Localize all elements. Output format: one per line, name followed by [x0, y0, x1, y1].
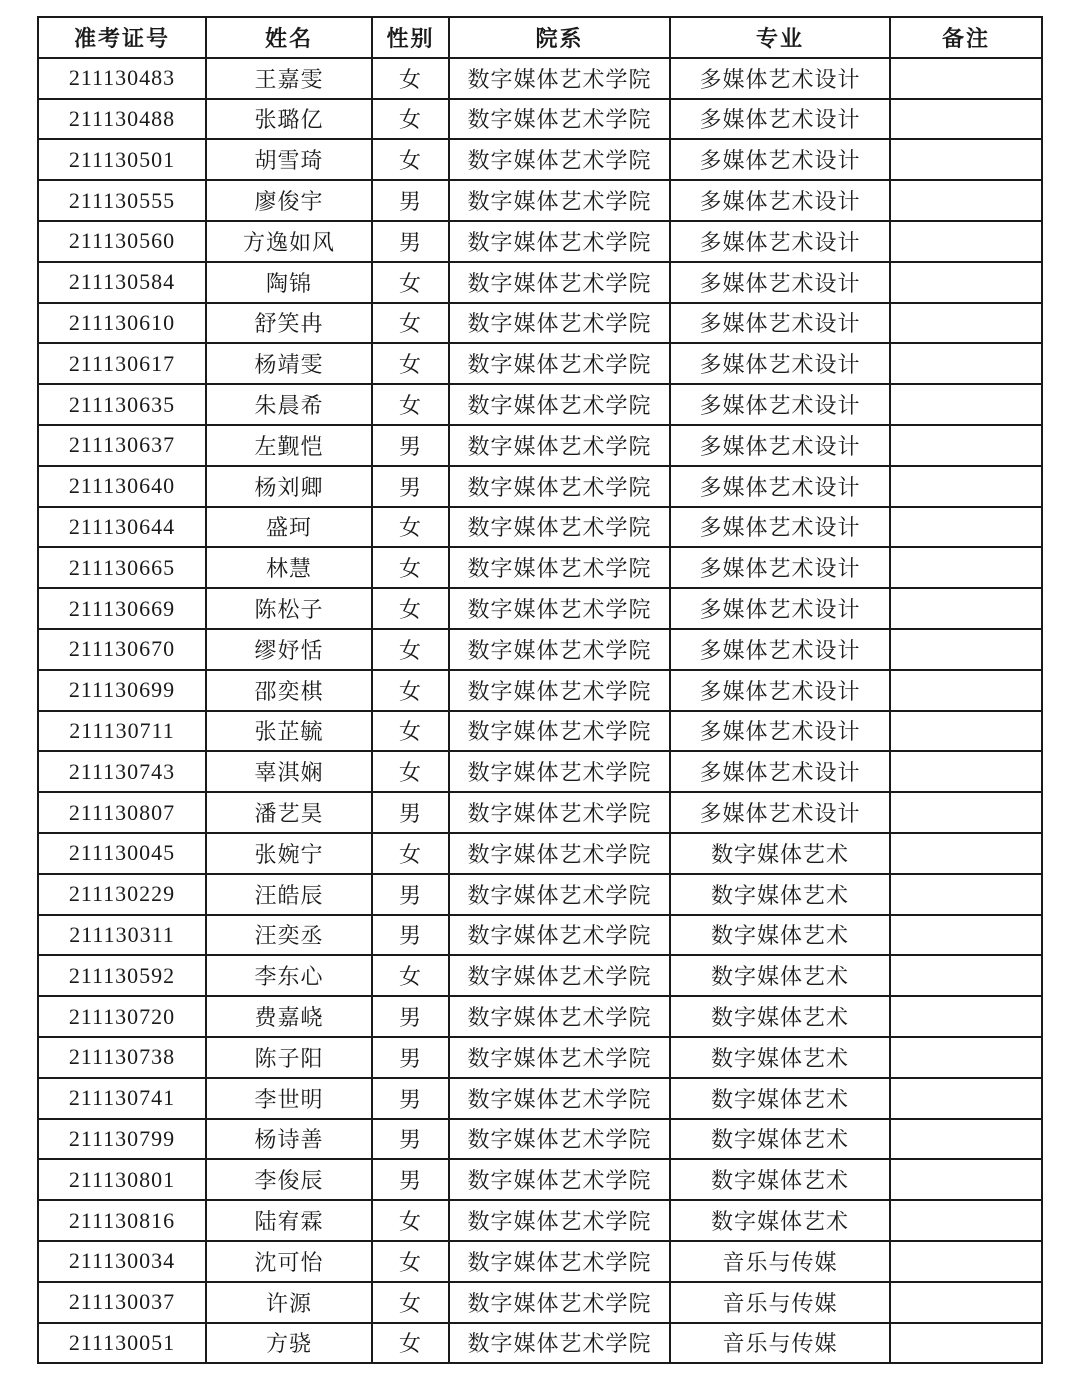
exam-id-cell: 211130051 — [38, 1323, 206, 1364]
name-cell: 李世明 — [206, 1078, 372, 1119]
name-cell: 左觐恺 — [206, 425, 372, 466]
note-cell — [890, 588, 1042, 629]
department-cell: 数字媒体艺术学院 — [449, 384, 670, 425]
gender-cell: 男 — [372, 874, 449, 915]
note-cell — [890, 670, 1042, 711]
department-cell: 数字媒体艺术学院 — [449, 711, 670, 752]
note-cell — [890, 792, 1042, 833]
note-cell — [890, 629, 1042, 670]
department-cell: 数字媒体艺术学院 — [449, 507, 670, 548]
name-cell: 张婉宁 — [206, 833, 372, 874]
exam-id-cell: 211130699 — [38, 670, 206, 711]
header-gender: 性别 — [372, 17, 449, 58]
gender-cell: 女 — [372, 507, 449, 548]
name-cell: 陆宥霖 — [206, 1200, 372, 1241]
note-cell — [890, 58, 1042, 99]
major-cell: 数字媒体艺术 — [670, 1037, 890, 1078]
name-cell: 费嘉峣 — [206, 996, 372, 1037]
table-row — [38, 874, 1042, 915]
exam-id-cell: 211130610 — [38, 303, 206, 344]
table-row — [38, 711, 1042, 752]
gender-cell: 男 — [372, 1119, 449, 1160]
name-cell: 李俊辰 — [206, 1159, 372, 1200]
note-cell — [890, 955, 1042, 996]
note-cell — [890, 384, 1042, 425]
exam-id-cell: 211130034 — [38, 1241, 206, 1282]
exam-id-cell: 211130799 — [38, 1119, 206, 1160]
note-cell — [890, 303, 1042, 344]
department-cell: 数字媒体艺术学院 — [449, 1241, 670, 1282]
major-cell: 多媒体艺术设计 — [670, 343, 890, 384]
gender-cell: 男 — [372, 1037, 449, 1078]
roster-sheet — [37, 16, 1043, 1364]
gender-cell: 女 — [372, 711, 449, 752]
note-cell — [890, 874, 1042, 915]
table-row — [38, 262, 1042, 303]
note-cell — [890, 180, 1042, 221]
note-cell — [890, 711, 1042, 752]
department-cell: 数字媒体艺术学院 — [449, 99, 670, 140]
major-cell: 数字媒体艺术 — [670, 1200, 890, 1241]
department-cell: 数字媒体艺术学院 — [449, 262, 670, 303]
major-cell: 多媒体艺术设计 — [670, 547, 890, 588]
name-cell: 张芷毓 — [206, 711, 372, 752]
gender-cell: 男 — [372, 1078, 449, 1119]
major-cell: 数字媒体艺术 — [670, 1078, 890, 1119]
gender-cell: 男 — [372, 996, 449, 1037]
header-row — [38, 17, 1042, 58]
table-row — [38, 180, 1042, 221]
department-cell: 数字媒体艺术学院 — [449, 139, 670, 180]
table-row — [38, 1078, 1042, 1119]
note-cell — [890, 221, 1042, 262]
exam-id-cell: 211130665 — [38, 547, 206, 588]
exam-id-cell: 211130669 — [38, 588, 206, 629]
gender-cell: 男 — [372, 425, 449, 466]
note-cell — [890, 833, 1042, 874]
exam-id-cell: 211130488 — [38, 99, 206, 140]
note-cell — [890, 507, 1042, 548]
department-cell: 数字媒体艺术学院 — [449, 466, 670, 507]
exam-id-cell: 211130037 — [38, 1282, 206, 1323]
department-cell: 数字媒体艺术学院 — [449, 1282, 670, 1323]
name-cell: 缪妤恬 — [206, 629, 372, 670]
gender-cell: 女 — [372, 751, 449, 792]
table-row — [38, 466, 1042, 507]
major-cell: 数字媒体艺术 — [670, 1119, 890, 1160]
table-row — [38, 1037, 1042, 1078]
name-cell: 邵奕棋 — [206, 670, 372, 711]
table-row — [38, 139, 1042, 180]
department-cell: 数字媒体艺术学院 — [449, 221, 670, 262]
note-cell — [890, 1323, 1042, 1364]
note-cell — [890, 1200, 1042, 1241]
gender-cell: 女 — [372, 343, 449, 384]
department-cell: 数字媒体艺术学院 — [449, 1323, 670, 1364]
gender-cell: 女 — [372, 99, 449, 140]
name-cell: 许源 — [206, 1282, 372, 1323]
major-cell: 多媒体艺术设计 — [670, 588, 890, 629]
note-cell — [890, 1037, 1042, 1078]
gender-cell: 女 — [372, 139, 449, 180]
department-cell: 数字媒体艺术学院 — [449, 996, 670, 1037]
table-row — [38, 1159, 1042, 1200]
gender-cell: 男 — [372, 915, 449, 956]
gender-cell: 女 — [372, 1241, 449, 1282]
name-cell: 潘艺昊 — [206, 792, 372, 833]
table-row — [38, 343, 1042, 384]
header-note: 备注 — [890, 17, 1042, 58]
name-cell: 杨诗善 — [206, 1119, 372, 1160]
department-cell: 数字媒体艺术学院 — [449, 915, 670, 956]
exam-id-cell: 211130637 — [38, 425, 206, 466]
department-cell: 数字媒体艺术学院 — [449, 180, 670, 221]
table-row — [38, 1282, 1042, 1323]
department-cell: 数字媒体艺术学院 — [449, 955, 670, 996]
name-cell: 辜淇娴 — [206, 751, 372, 792]
name-cell: 陈松子 — [206, 588, 372, 629]
table-row — [38, 221, 1042, 262]
table-row — [38, 547, 1042, 588]
note-cell — [890, 425, 1042, 466]
exam-id-cell: 211130311 — [38, 915, 206, 956]
gender-cell: 男 — [372, 180, 449, 221]
exam-id-cell: 211130711 — [38, 711, 206, 752]
note-cell — [890, 1119, 1042, 1160]
exam-id-cell: 211130592 — [38, 955, 206, 996]
note-cell — [890, 915, 1042, 956]
note-cell — [890, 547, 1042, 588]
table-row — [38, 751, 1042, 792]
note-cell — [890, 99, 1042, 140]
exam-id-cell: 211130816 — [38, 1200, 206, 1241]
major-cell: 多媒体艺术设计 — [670, 507, 890, 548]
major-cell: 多媒体艺术设计 — [670, 751, 890, 792]
gender-cell: 女 — [372, 629, 449, 670]
major-cell: 多媒体艺术设计 — [670, 139, 890, 180]
table-row — [38, 384, 1042, 425]
table-row — [38, 955, 1042, 996]
name-cell: 杨刘卿 — [206, 466, 372, 507]
major-cell: 多媒体艺术设计 — [670, 792, 890, 833]
exam-id-cell: 211130640 — [38, 466, 206, 507]
note-cell — [890, 343, 1042, 384]
note-cell — [890, 466, 1042, 507]
exam-id-cell: 211130741 — [38, 1078, 206, 1119]
exam-id-cell: 211130644 — [38, 507, 206, 548]
department-cell: 数字媒体艺术学院 — [449, 588, 670, 629]
major-cell: 数字媒体艺术 — [670, 955, 890, 996]
name-cell: 杨靖雯 — [206, 343, 372, 384]
major-cell: 数字媒体艺术 — [670, 1159, 890, 1200]
table-row — [38, 99, 1042, 140]
gender-cell: 女 — [372, 58, 449, 99]
major-cell: 数字媒体艺术 — [670, 833, 890, 874]
exam-id-cell: 211130738 — [38, 1037, 206, 1078]
header-exam-id: 准考证号 — [38, 17, 206, 58]
name-cell: 陶锦 — [206, 262, 372, 303]
department-cell: 数字媒体艺术学院 — [449, 670, 670, 711]
name-cell: 廖俊宇 — [206, 180, 372, 221]
name-cell: 张璐亿 — [206, 99, 372, 140]
table-row — [38, 915, 1042, 956]
gender-cell: 男 — [372, 221, 449, 262]
major-cell: 数字媒体艺术 — [670, 996, 890, 1037]
table-row — [38, 588, 1042, 629]
note-cell — [890, 262, 1042, 303]
gender-cell: 女 — [372, 588, 449, 629]
department-cell: 数字媒体艺术学院 — [449, 1119, 670, 1160]
table-row — [38, 629, 1042, 670]
gender-cell: 女 — [372, 955, 449, 996]
table-row — [38, 833, 1042, 874]
table-row — [38, 792, 1042, 833]
department-cell: 数字媒体艺术学院 — [449, 751, 670, 792]
gender-cell: 女 — [372, 1323, 449, 1364]
name-cell: 朱晨希 — [206, 384, 372, 425]
admission-roster-table — [37, 16, 1043, 1364]
name-cell: 沈可怡 — [206, 1241, 372, 1282]
major-cell: 多媒体艺术设计 — [670, 221, 890, 262]
major-cell: 音乐与传媒 — [670, 1282, 890, 1323]
table-row — [38, 58, 1042, 99]
roster-body — [38, 58, 1042, 1364]
exam-id-cell: 211130483 — [38, 58, 206, 99]
exam-id-cell: 211130501 — [38, 139, 206, 180]
note-cell — [890, 139, 1042, 180]
exam-id-cell: 211130801 — [38, 1159, 206, 1200]
name-cell: 汪皓辰 — [206, 874, 372, 915]
gender-cell: 女 — [372, 262, 449, 303]
department-cell: 数字媒体艺术学院 — [449, 874, 670, 915]
name-cell: 王嘉雯 — [206, 58, 372, 99]
department-cell: 数字媒体艺术学院 — [449, 1037, 670, 1078]
major-cell: 多媒体艺术设计 — [670, 466, 890, 507]
table-row — [38, 670, 1042, 711]
major-cell: 数字媒体艺术 — [670, 874, 890, 915]
table-row — [38, 303, 1042, 344]
name-cell: 李东心 — [206, 955, 372, 996]
major-cell: 多媒体艺术设计 — [670, 262, 890, 303]
name-cell: 方骁 — [206, 1323, 372, 1364]
gender-cell: 男 — [372, 1159, 449, 1200]
gender-cell: 女 — [372, 670, 449, 711]
name-cell: 方逸如风 — [206, 221, 372, 262]
exam-id-cell: 211130584 — [38, 262, 206, 303]
note-cell — [890, 1241, 1042, 1282]
gender-cell: 女 — [372, 384, 449, 425]
name-cell: 汪奕丞 — [206, 915, 372, 956]
department-cell: 数字媒体艺术学院 — [449, 833, 670, 874]
gender-cell: 女 — [372, 1200, 449, 1241]
department-cell: 数字媒体艺术学院 — [449, 1078, 670, 1119]
department-cell: 数字媒体艺术学院 — [449, 792, 670, 833]
name-cell: 盛珂 — [206, 507, 372, 548]
table-row — [38, 507, 1042, 548]
department-cell: 数字媒体艺术学院 — [449, 1159, 670, 1200]
gender-cell: 男 — [372, 792, 449, 833]
name-cell: 陈子阳 — [206, 1037, 372, 1078]
gender-cell: 女 — [372, 1282, 449, 1323]
department-cell: 数字媒体艺术学院 — [449, 303, 670, 344]
gender-cell: 女 — [372, 547, 449, 588]
department-cell: 数字媒体艺术学院 — [449, 58, 670, 99]
exam-id-cell: 211130045 — [38, 833, 206, 874]
table-row — [38, 1241, 1042, 1282]
exam-id-cell: 211130670 — [38, 629, 206, 670]
major-cell: 多媒体艺术设计 — [670, 425, 890, 466]
major-cell: 多媒体艺术设计 — [670, 58, 890, 99]
exam-id-cell: 211130720 — [38, 996, 206, 1037]
table-row — [38, 1119, 1042, 1160]
major-cell: 多媒体艺术设计 — [670, 180, 890, 221]
table-row — [38, 996, 1042, 1037]
note-cell — [890, 996, 1042, 1037]
department-cell: 数字媒体艺术学院 — [449, 629, 670, 670]
exam-id-cell: 211130560 — [38, 221, 206, 262]
note-cell — [890, 1159, 1042, 1200]
department-cell: 数字媒体艺术学院 — [449, 425, 670, 466]
name-cell: 林慧 — [206, 547, 372, 588]
header-department: 院系 — [449, 17, 670, 58]
major-cell: 数字媒体艺术 — [670, 915, 890, 956]
table-row — [38, 1323, 1042, 1364]
exam-id-cell: 211130635 — [38, 384, 206, 425]
major-cell: 多媒体艺术设计 — [670, 384, 890, 425]
gender-cell: 女 — [372, 303, 449, 344]
major-cell: 多媒体艺术设计 — [670, 629, 890, 670]
header-name: 姓名 — [206, 17, 372, 58]
table-row — [38, 425, 1042, 466]
major-cell: 多媒体艺术设计 — [670, 303, 890, 344]
exam-id-cell: 211130807 — [38, 792, 206, 833]
department-cell: 数字媒体艺术学院 — [449, 343, 670, 384]
note-cell — [890, 1078, 1042, 1119]
exam-id-cell: 211130617 — [38, 343, 206, 384]
table-row — [38, 1200, 1042, 1241]
name-cell: 舒笑冉 — [206, 303, 372, 344]
department-cell: 数字媒体艺术学院 — [449, 547, 670, 588]
major-cell: 多媒体艺术设计 — [670, 670, 890, 711]
gender-cell: 女 — [372, 833, 449, 874]
header-major: 专业 — [670, 17, 890, 58]
department-cell: 数字媒体艺术学院 — [449, 1200, 670, 1241]
exam-id-cell: 211130229 — [38, 874, 206, 915]
major-cell: 多媒体艺术设计 — [670, 99, 890, 140]
exam-id-cell: 211130743 — [38, 751, 206, 792]
gender-cell: 男 — [372, 466, 449, 507]
note-cell — [890, 1282, 1042, 1323]
major-cell: 多媒体艺术设计 — [670, 711, 890, 752]
note-cell — [890, 751, 1042, 792]
exam-id-cell: 211130555 — [38, 180, 206, 221]
name-cell: 胡雪琦 — [206, 139, 372, 180]
major-cell: 音乐与传媒 — [670, 1241, 890, 1282]
major-cell: 音乐与传媒 — [670, 1323, 890, 1364]
